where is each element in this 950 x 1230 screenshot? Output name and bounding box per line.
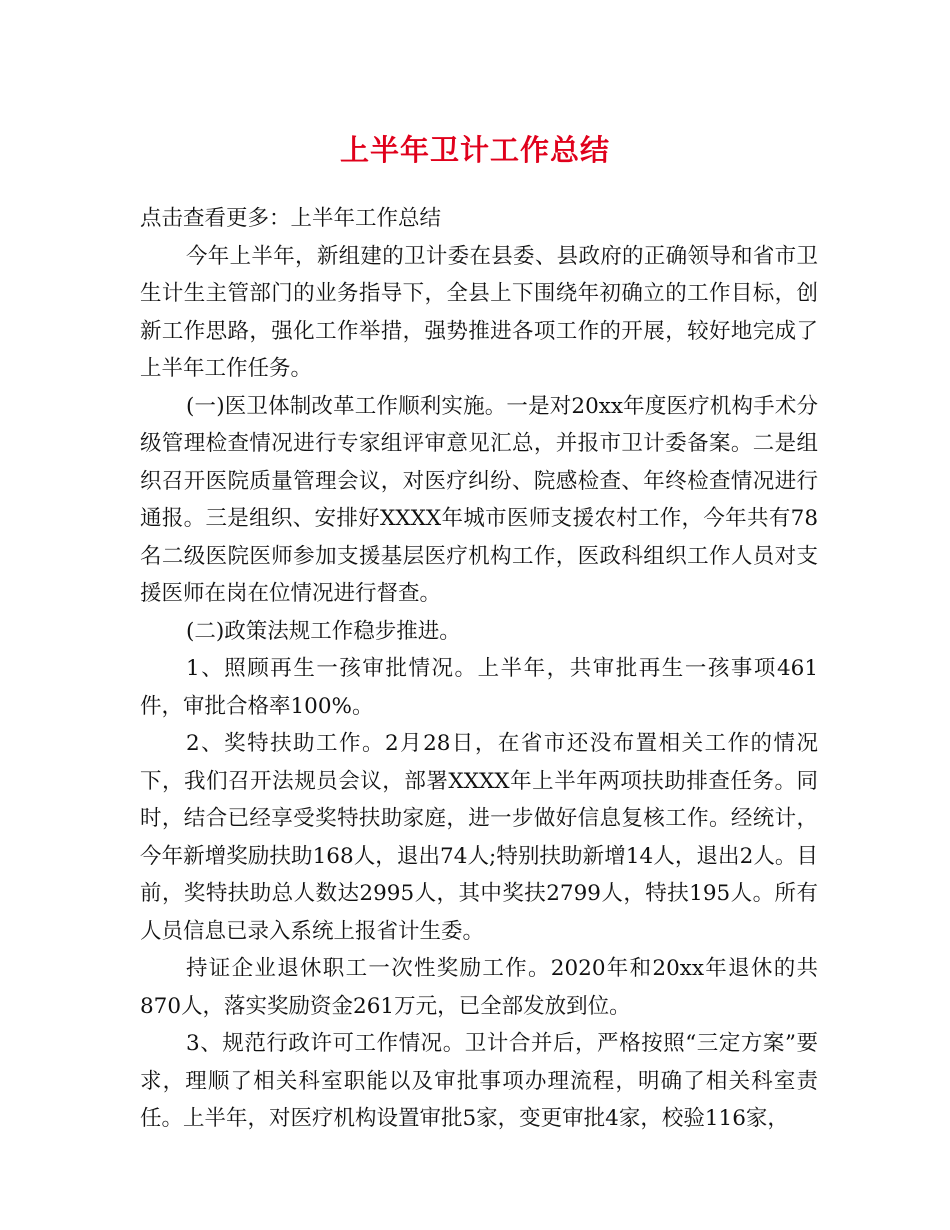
paragraph-item-1: 1、照顾再生一孩审批情况。上半年，共审批再生一孩事项461件，审批合格率100%。 (140, 656, 818, 719)
paragraph-item-3: 3、规范行政许可工作情况。卫计合并后，严格按照“三定方案”要求，理顺了相关科室职能以及审批事项办理流程，明确了相关科室责任。上半年，对医疗机构设置审批5家，变更审批4家，校验116家， (140, 1031, 818, 1131)
paragraph-retirement-award: 持证企业退休职工一次性奖励工作。2020年和20xx年退休的共870人，落实奖励资金261万元，已全部发放到位。 (140, 956, 818, 1019)
paragraph-intro: 今年上半年，新组建的卫计委在县委、县政府的正确领导和省市卫生计生主管部门的业务指导下，全县上下围绕年初确立的工作目标，创新工作思路，强化工作举措，强势推进各项工作的开展，较好地完成了上半年工作任务。 (140, 243, 818, 381)
more-link[interactable]: 点击查看更多：上半年工作总结 (140, 206, 442, 231)
document-title: 上半年卫计工作总结 (339, 133, 610, 167)
paragraph-item-2: 2、奖特扶助工作。2月28日，在省市还没布置相关工作的情况下，我们召开法规员会议，部署XXXX年上半年两项扶助排查任务。同时，结合已经享受奖特扶助家庭，进一步做好信息复核工作。经统计，今年新增奖励扶助168人，退出74人;特别扶助新增14人，退出2人。目前，奖特扶助总人数达2995人，其中奖扶2799人，特扶195人。所有人员信息已录入系统上报省计生委。 (140, 731, 818, 944)
paragraph-section-2-heading: (二)政策法规工作稳步推进。 (186, 618, 461, 644)
paragraph-section-1: (一)医卫体制改革工作顺利实施。一是对20xx年度医疗机构手术分级管理检查情况进行专家组评审意见汇总，并报市卫计委备案。二是组织召开医院质量管理会议，对医疗纠纷、院感检查、年终检查情况进行通报。三是组织、安排好XXXX年城市医师支援农村工作，今年共有78名二级医院医师参加支援基层医疗机构工作，医政科组织工作人员对支援医师在岗在位情况进行督查。 (140, 393, 818, 606)
document-body (140, 200, 818, 1138)
